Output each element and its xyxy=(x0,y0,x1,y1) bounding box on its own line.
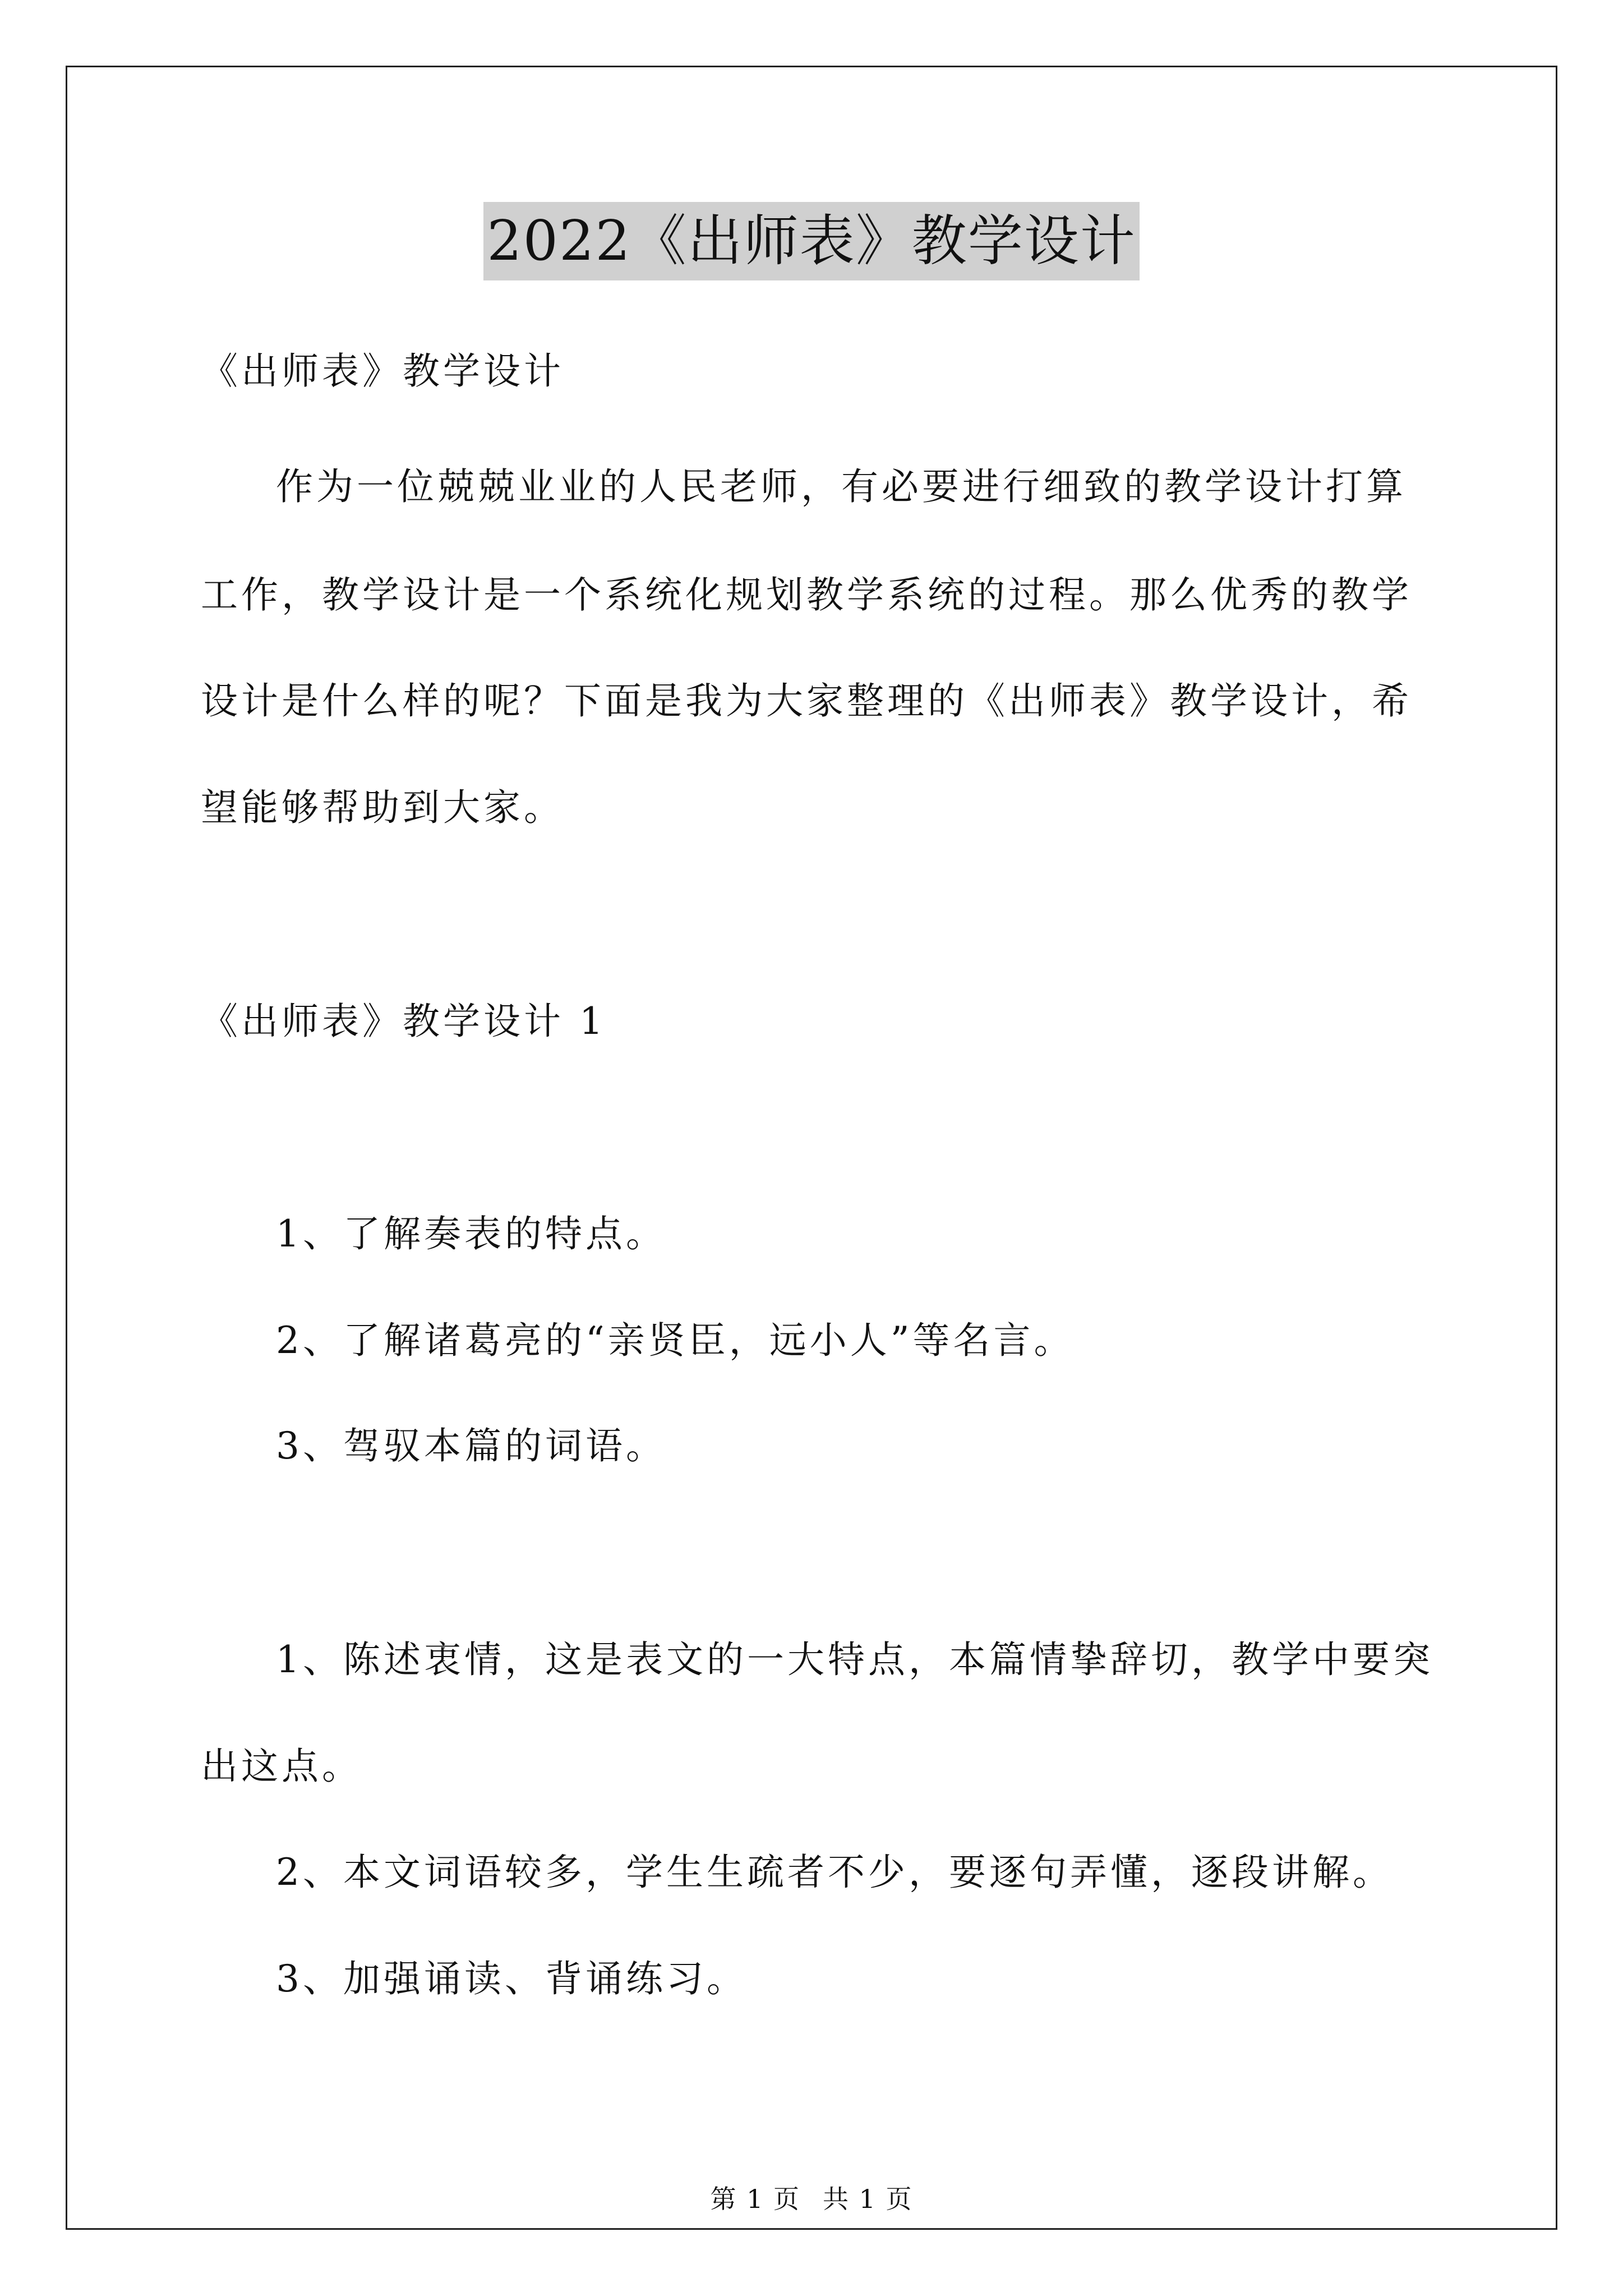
focus-item-1-line-1: 1、陈述衷情，这是表文的一大特点，本篇情挚辞切，教学中要突 xyxy=(276,1638,1433,1681)
section-heading: 《出师表》教学设计 1 xyxy=(201,1000,606,1043)
intro-line-1: 作为一位兢兢业业的人民老师，有必要进行细致的教学设计打算 xyxy=(276,465,1407,508)
intro-line-2: 工作，教学设计是一个系统化规划教学系统的过程。那么优秀的教学 xyxy=(201,573,1412,616)
document-title: 2022《出师表》教学设计 xyxy=(483,202,1139,280)
intro-line-4: 望能够帮助到大家。 xyxy=(201,786,564,829)
title-container xyxy=(0,202,1623,280)
focus-item-1-line-2: 出这点。 xyxy=(201,1745,362,1788)
goal-item-2: 2、了解诸葛亮的“亲贤臣，远小人”等名言。 xyxy=(276,1319,1075,1362)
intro-line-3: 设计是什么样的呢？下面是我为大家整理的《出师表》教学设计，希 xyxy=(201,679,1412,723)
goal-item-3: 3、驾驭本篇的词语。 xyxy=(276,1424,666,1467)
page-footer xyxy=(0,2182,1623,2216)
subtitle-line: 《出师表》教学设计 xyxy=(201,349,564,393)
focus-item-2: 2、本文词语较多，学生生疏者不少，要逐句弄懂，逐段讲解。 xyxy=(276,1851,1393,1894)
focus-item-3: 3、加强诵读、背诵练习。 xyxy=(276,1957,747,2000)
page-total: 共 1 页 xyxy=(823,2184,913,2214)
goal-item-1: 1、了解奏表的特点。 xyxy=(276,1212,666,1255)
page-number: 第 1 页 xyxy=(710,2184,800,2214)
